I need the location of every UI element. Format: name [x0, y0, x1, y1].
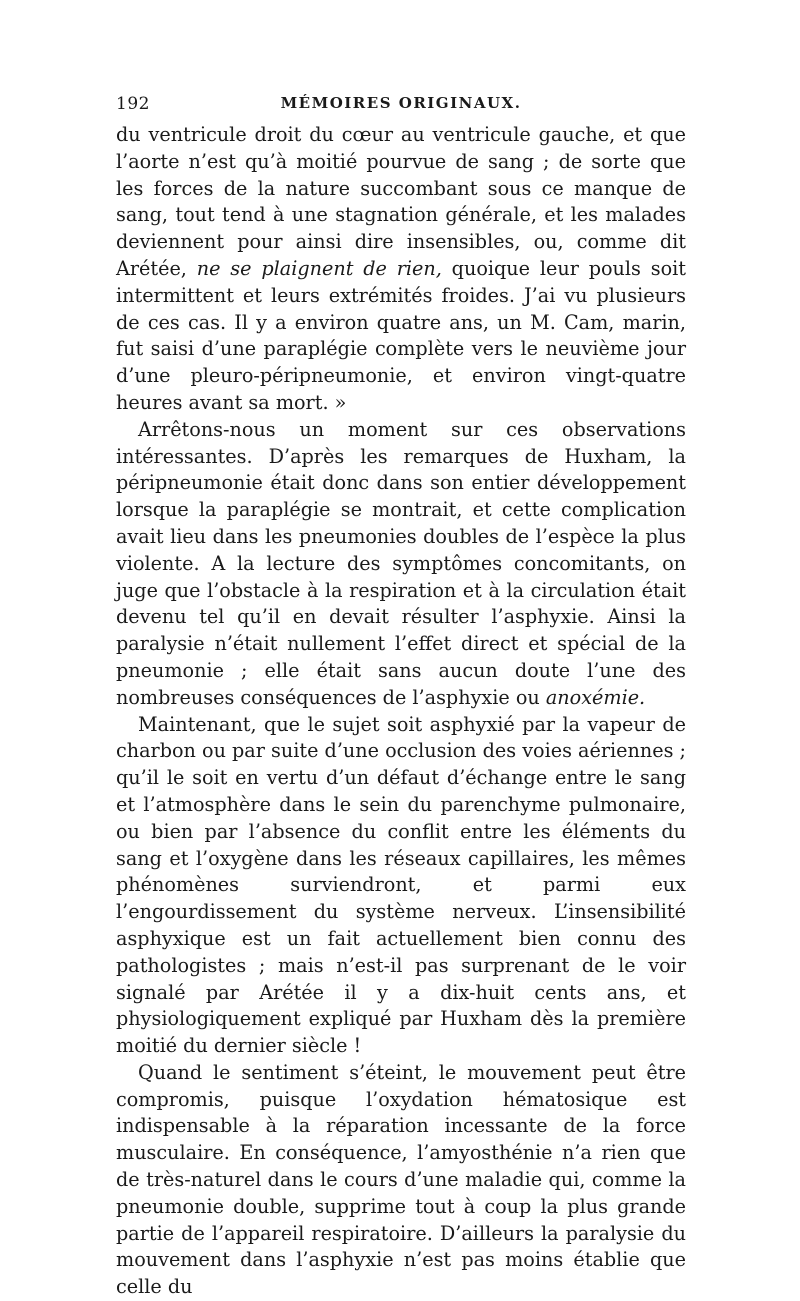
book-page [116, 94, 686, 1301]
paragraph [116, 417, 686, 712]
paragraph: Maintenant, que le sujet soit asphyxié par la vapeur de charbon ou par suite d’une occlusion des voies aériennes ; qu’il le soit en vertu d’un défaut d’échange entre le sang et l’atmosphère dans le sein du parenchyme pulmonaire, ou bien par l’absence du conflit entre les éléments du sang et l’oxygène dans les réseaux capillaires, les mêmes phénomènes surviendront, et parmi eux l’engourdissement du système nerveux. L’insensibilité asphyxique est un fait actuellement bien connu des pathologistes ; mais n’est-il pas surprenant de le voir signalé par Arétée il y a dix-huit cents ans, et physiologiquement expliqué par Huxham dès la première moitié du dernier siècle ! [116, 712, 686, 1058]
text-run: quoique leur pouls soit intermittent et leurs extrémités froides. J’ai vu plusieurs de ces cas. Il y a environ quatre ans, un M. Cam, marin, fut saisi d’une paraplégie complète vers le neuvième jour d’une pleuro-péripneumonie, et environ vingt-quatre heures avant sa mort. » [116, 256, 686, 414]
text-run: du ventricule droit du cœur au ventricule gauche, et que l’aorte n’est qu’à moitié pourvue de sang ; de sorte que les forces de la nature succombant sous ce manque de sang, tout tend à une stagnation générale, et les malades deviennent pour ainsi dire insensibles, ou, comme dit Arétée, [116, 123, 686, 280]
paragraph-continuation [116, 122, 686, 417]
running-head: MÉMOIRES ORIGINAUX. [280, 94, 522, 112]
quoted-phrase: ne se plaignent de rien, [196, 256, 442, 280]
paragraph: Quand le sentiment s’éteint, le mouvement peut être compromis, puisque l’oxydation hématosique est indispensable à la réparation incessante de la force musculaire. En conséquence, l’amyosthénie n’a rien que de très-naturel dans le cours d’une maladie qui, comme la pneumonie double, supprime tout à coup la plus grande partie de l’appareil respiratoire. D’ailleurs la paralysie du mouvement dans l’asphyxie n’est pas moins établie que celle du [116, 1060, 686, 1299]
body-text [116, 122, 686, 1301]
page-header [116, 94, 686, 120]
page-number: 192 [116, 94, 150, 114]
italic-term: anoxémie. [545, 685, 646, 709]
text-run: Arrêtons-nous un moment sur ces observations intéressantes. D’après les remarques de Huxham, la péripneumonie était donc dans son entier développement lorsque la paraplégie se montrait, et cette complication avait lieu dans les pneumonies doubles de l’espèce la plus violente. A la lecture des symptômes concomitants, on juge que l’obstacle à la respiration et à la circulation était devenu tel qu’il en devait résulter l’asphyxie. Ainsi la paralysie n’était nullement l’effet direct et spécial de la pneumonie ; elle était sans aucun doute l’une des nombreuses conséquences de l’asphyxie ou [116, 417, 686, 709]
